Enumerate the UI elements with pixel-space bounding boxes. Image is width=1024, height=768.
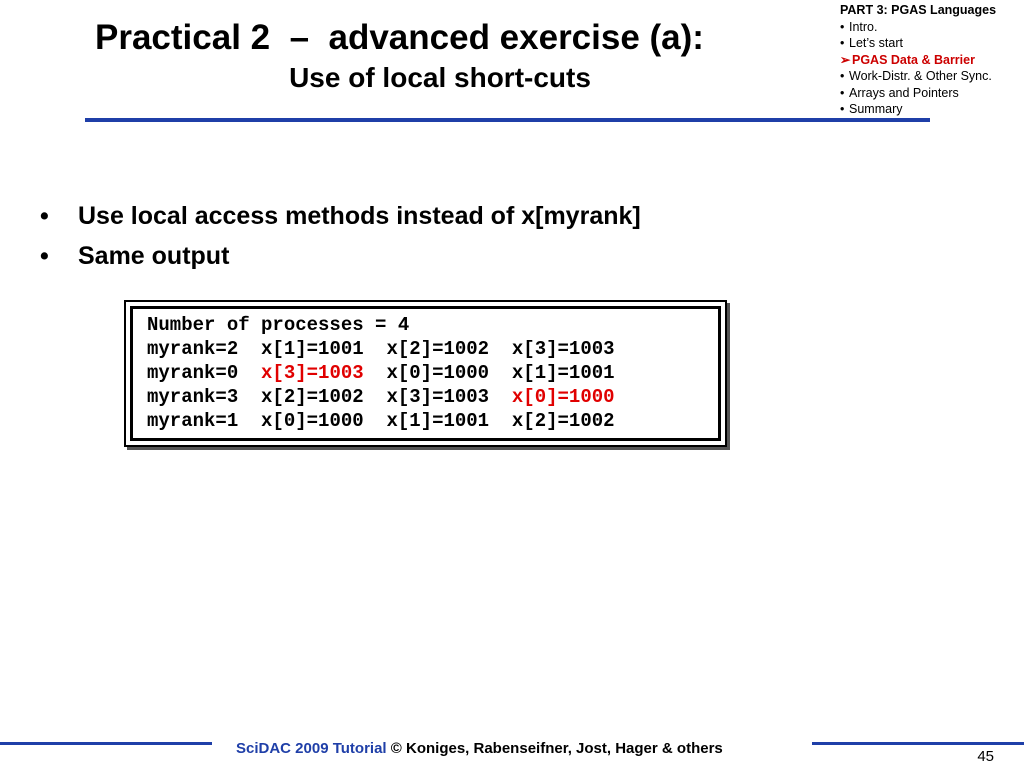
output-segment xyxy=(489,410,512,432)
nav-item xyxy=(840,68,1024,85)
nav-item-label: Summary xyxy=(849,102,903,116)
bullet-icon: • xyxy=(40,202,49,230)
output-line xyxy=(147,361,718,385)
output-segment: x[1]=1001 xyxy=(261,338,364,360)
output-segment: x[1]=1001 xyxy=(386,410,490,432)
output-segment xyxy=(364,410,387,432)
bullet-text: Use local access methods instead of x[myrank] xyxy=(78,202,641,230)
program-output-frame xyxy=(130,306,721,441)
output-segment: myrank=1 xyxy=(147,410,262,432)
nav-item xyxy=(840,101,1024,118)
output-segment: x[0]=1000 xyxy=(261,410,364,432)
footer-rule-left xyxy=(0,742,212,745)
bullet-text: Same output xyxy=(78,242,230,270)
nav-item xyxy=(840,35,1024,52)
title-divider xyxy=(85,118,930,122)
section-navigation xyxy=(840,2,1024,118)
output-line xyxy=(147,313,718,337)
output-segment: x[1]=1001 xyxy=(511,362,615,384)
footer-credits xyxy=(236,740,723,757)
bullet-icon: • xyxy=(840,19,845,34)
bullet-item xyxy=(40,196,641,236)
highlighted-output-value: x[3]=1003 xyxy=(261,362,364,384)
bullet-icon: • xyxy=(840,36,845,50)
output-segment: Number of processes = 4 xyxy=(147,314,410,336)
nav-item-label: Let’s start xyxy=(849,36,903,50)
bullet-list xyxy=(40,196,641,276)
bullet-icon: • xyxy=(840,102,845,116)
nav-item-list xyxy=(840,19,1024,118)
output-segment: x[2]=1002 xyxy=(386,338,490,360)
bullet-icon: • xyxy=(840,85,845,100)
bullet-item xyxy=(40,236,641,276)
output-segment: myrank=0 xyxy=(147,362,262,384)
nav-item-label: PGAS Data & Barrier xyxy=(852,52,975,67)
footer-authors: © Koniges, Rabenseifner, Jost, Hager & others xyxy=(386,740,723,757)
nav-item-label: Arrays and Pointers xyxy=(849,85,959,100)
output-segment: myrank=2 xyxy=(147,338,262,360)
output-segment: x[3]=1003 xyxy=(511,338,615,360)
nav-item xyxy=(840,85,1024,102)
arrow-marker-icon: ➢ xyxy=(840,52,851,67)
slide-subtitle: Use of local short-cuts xyxy=(289,62,591,93)
output-segment xyxy=(489,386,512,408)
nav-item-label: Work-Distr. & Other Sync. xyxy=(849,69,992,83)
output-segment xyxy=(489,362,512,384)
output-line xyxy=(147,337,718,361)
footer-brand: SciDAC 2009 Tutorial xyxy=(236,740,387,757)
output-segment: myrank=3 xyxy=(147,386,262,408)
output-segment: x[0]=1000 xyxy=(386,362,490,384)
output-line xyxy=(147,385,718,409)
output-line xyxy=(147,409,718,433)
output-segment: x[3]=1003 xyxy=(386,386,490,408)
nav-item xyxy=(840,52,1024,69)
slide-title: Practical 2 – advanced exercise (a): xyxy=(95,18,704,57)
nav-item xyxy=(840,19,1024,36)
output-segment xyxy=(489,338,512,360)
output-segment xyxy=(364,338,387,360)
output-segment xyxy=(364,386,387,408)
output-segment: x[2]=1002 xyxy=(261,386,364,408)
bullet-icon: • xyxy=(840,69,845,83)
nav-item-label: Intro. xyxy=(849,19,878,34)
page-number: 45 xyxy=(977,748,994,765)
output-segment: x[2]=1002 xyxy=(511,410,615,432)
output-segment xyxy=(364,362,387,384)
program-output-box xyxy=(124,300,727,447)
highlighted-output-value: x[0]=1000 xyxy=(511,386,615,408)
nav-heading: PART 3: PGAS Languages xyxy=(840,3,997,17)
footer-rule-right xyxy=(812,742,1024,745)
bullet-icon: • xyxy=(40,242,49,270)
